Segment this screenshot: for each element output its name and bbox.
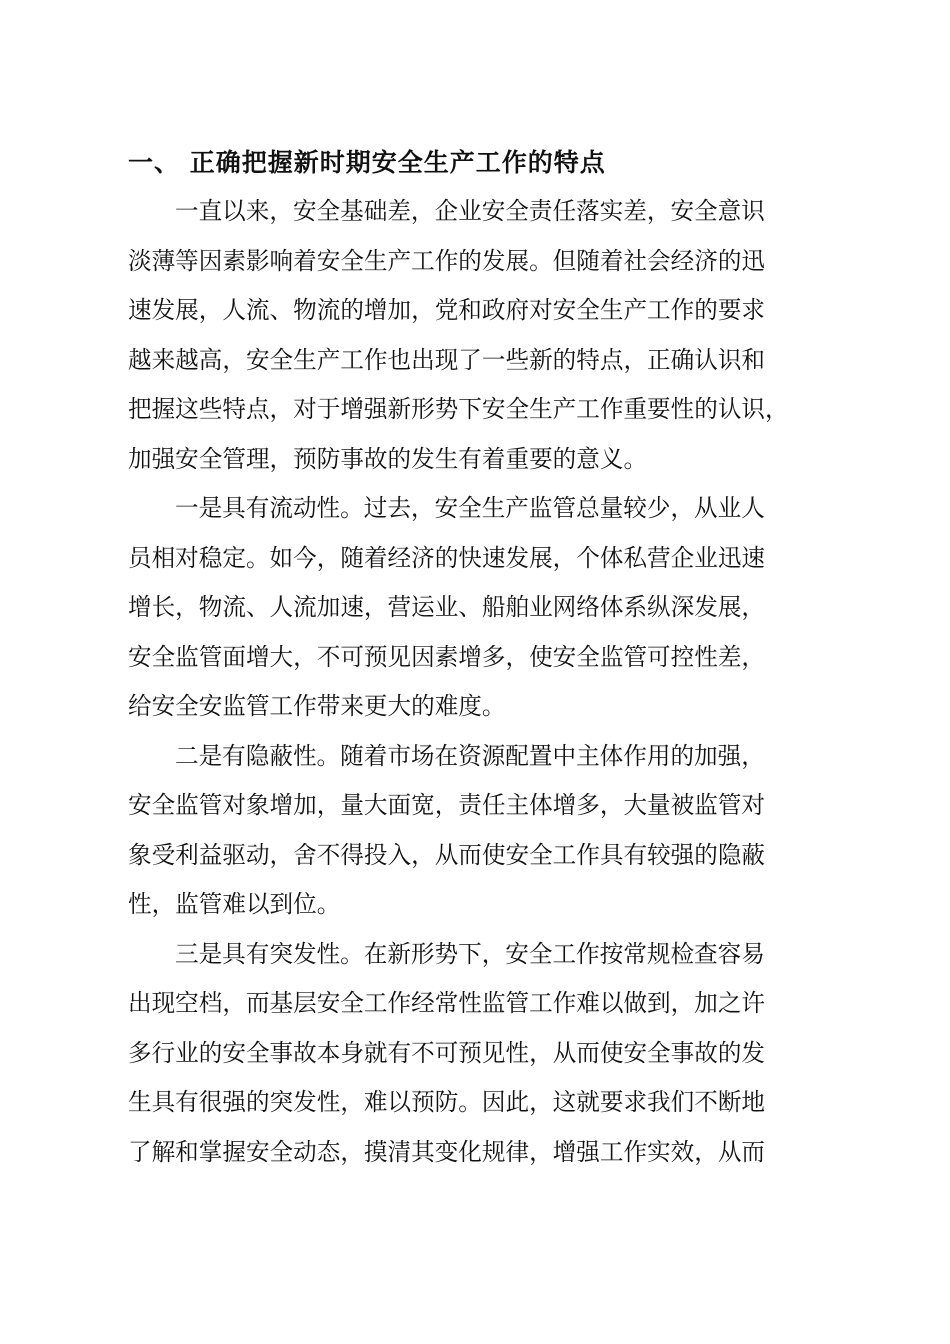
text-line: 加强安全管理，预防事故的发生有着重要的意义。 — [128, 444, 648, 473]
text-line: 三是具有突发性。在新形势下，安全工作按常规检查容易 — [175, 939, 765, 968]
text-line: 多行业的安全事故本身就有不可预见性，从而使安全事故的发 — [128, 1038, 766, 1067]
text-line: 给安全安监管工作带来更大的难度。 — [128, 692, 506, 720]
text-line: 淡薄等因素影响着安全生产工作的发展。但随着社会经济的迅 — [128, 246, 766, 275]
text-line: 越来越高，安全生产工作也出现了一些新的特点，正确认识和 — [128, 345, 766, 374]
text-line: 把握这些特点，对于增强新形势下安全生产工作重要性的认识， — [128, 395, 789, 423]
paragraph-mobility — [128, 484, 828, 732]
paragraph-suddenness — [128, 930, 828, 1178]
text-line: 一直以来，安全基础差，企业安全责任落实差，安全意识 — [175, 197, 765, 225]
text-line: 出现空档，而基层安全工作经常性监管工作难以做到，加之许 — [128, 989, 766, 1017]
section-heading: 一、 正确把握新时期安全生产工作的特点 — [128, 148, 606, 177]
text-line: 增长，物流、人流加速，营运业、船舶业网络体系纵深发展， — [128, 593, 766, 621]
document-body — [128, 138, 828, 1177]
text-line: 速发展，人流、物流的增加，党和政府对安全生产工作的要求 — [128, 296, 766, 324]
text-line: 安全监管对象增加，量大面宽，责任主体增多，大量被监管对 — [128, 791, 766, 819]
text-line: 性，监管难以到位。 — [128, 890, 341, 918]
text-line: 一是具有流动性。过去，安全生产监管总量较少，从业人 — [175, 494, 765, 522]
paragraph-intro — [128, 187, 828, 484]
text-line: 生具有很强的突发性，难以预防。因此，这就要求我们不断地 — [128, 1088, 766, 1116]
text-line: 了解和掌握安全动态，摸清其变化规律，增强工作实效，从而 — [128, 1137, 766, 1166]
paragraph-concealment — [128, 732, 828, 930]
text-line: 二是有隐蔽性。随着市场在资源配置中主体作用的加强， — [175, 741, 765, 770]
text-line: 员相对稳定。如今，随着经济的快速发展，个体私营企业迅速 — [128, 543, 766, 572]
text-line: 象受利益驱动，舍不得投入，从而使安全工作具有较强的隐蔽 — [128, 840, 766, 869]
text-line: 安全监管面增大，不可预见因素增多，使安全监管可控性差， — [128, 642, 766, 671]
